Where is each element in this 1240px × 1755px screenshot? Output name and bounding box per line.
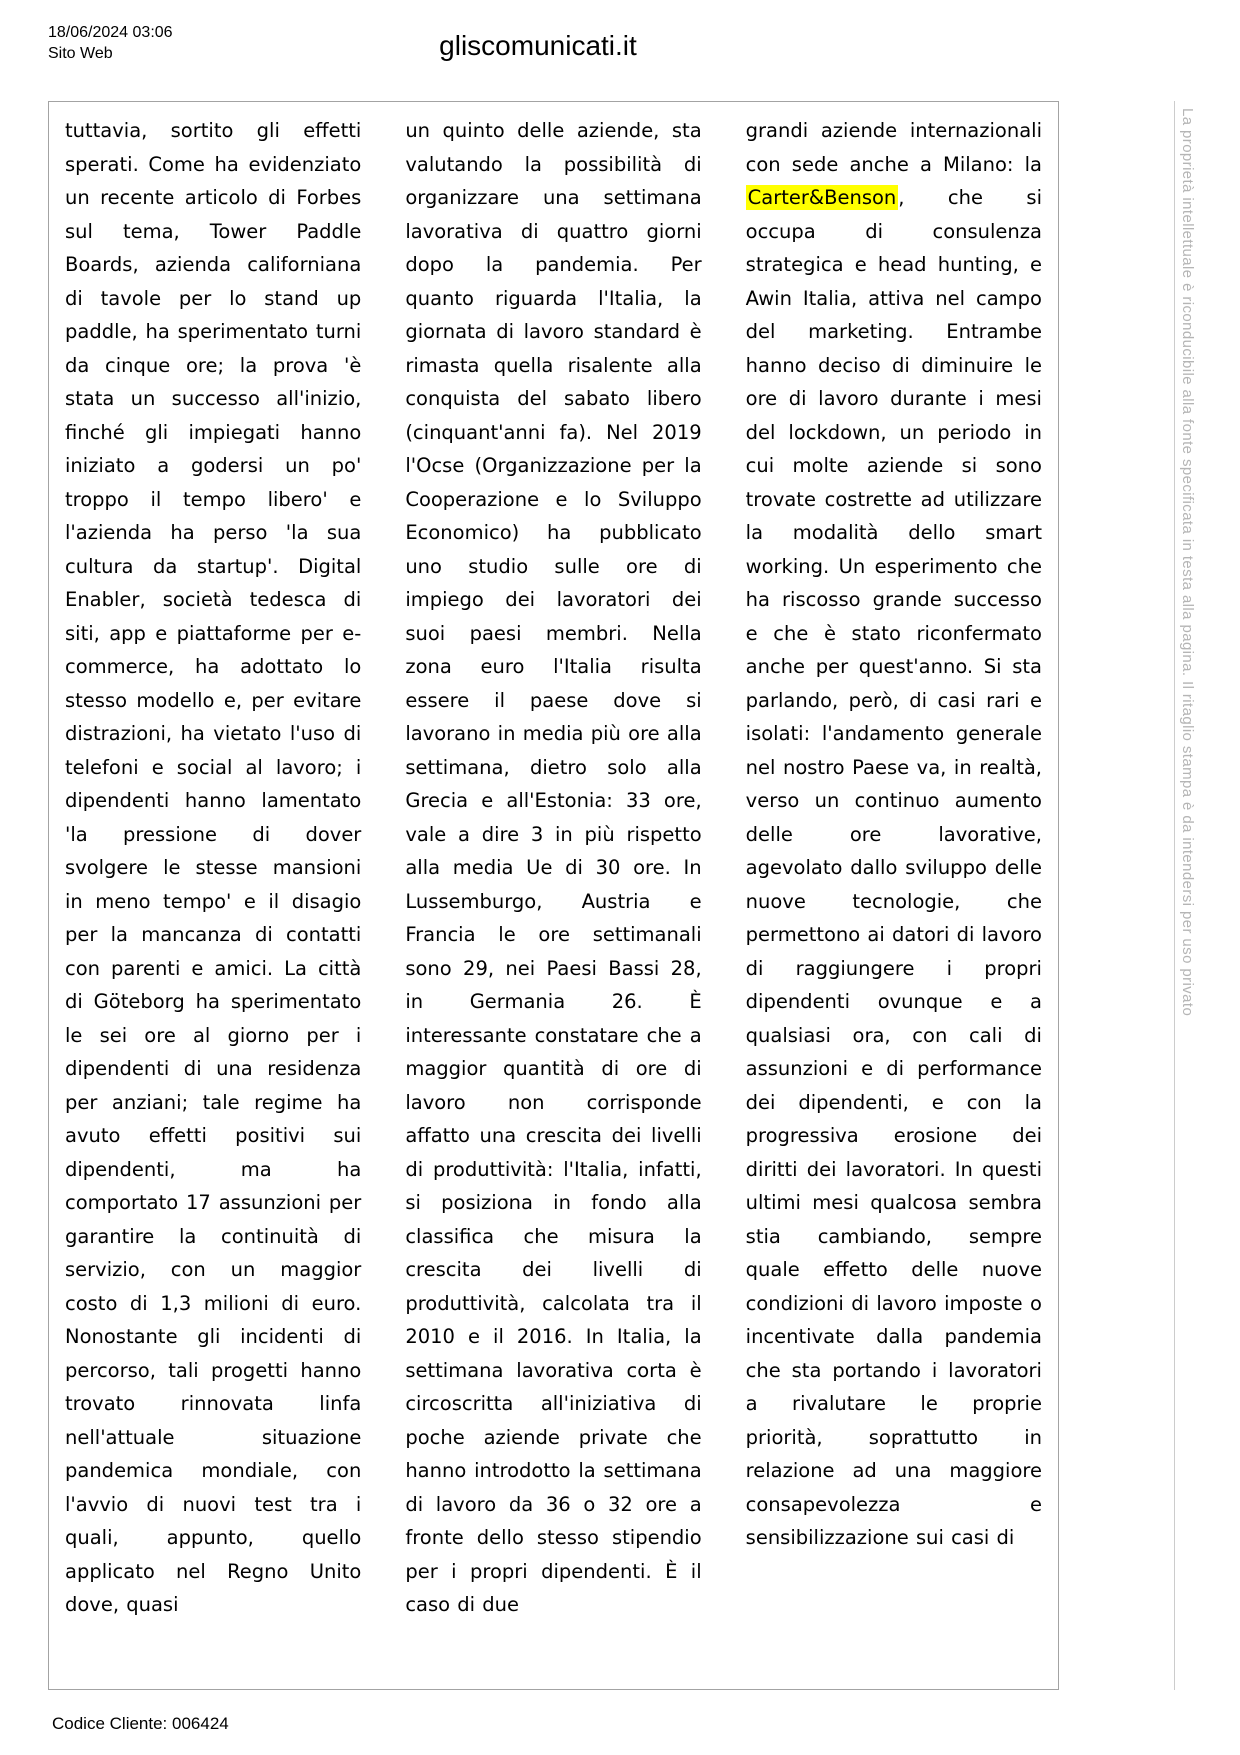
sidebar-note-divider (1174, 101, 1175, 1690)
article-column-3 (746, 114, 1042, 1689)
copyright-sidebar-note: La proprietà intellettuale è riconducibile alla fonte specificata in testa alla pagina. Il ritaglio stampa è da intendersi per uso privato (1179, 108, 1196, 1017)
header-source-type: Sito Web (48, 45, 113, 62)
article-column-3-text-pre: grandi aziende internazionali con sede anche a Milano: la (745, 119, 1042, 176)
highlighted-company-name: Carter&Benson (747, 186, 897, 209)
article-column-3-text-post: , che si occupa di consulenza strategica e head hunting, e Awin Italia, attiva nel campo del marketing. Entrambe hanno deciso di diminuire le ore di lavoro durante i mesi del lockdown, un periodo in cui molte aziende si sono trovate costrette ad utilizzare la modalità dello smart working. Un esperimento che ha riscosso grande successo e che è stato riconfermato anche per quest'anno. Si sta parlando, però, di casi rari e isolati: l'andamento generale nel nostro Paese va, in realtà, verso un continuo aumento delle ore lavorative, agevolato dallo sviluppo delle nuove tecnologie, che permettono ai datori di lavoro di raggiungere i propri dipendenti ovunque e a qualsiasi ora, con cali di assunzioni e di performance dei dipendenti, e con la progressiva erosione dei diritti dei lavoratori. In questi ultimi mesi qualcosa sembra stia cambiando, sempre quale effetto delle nuove condizioni di lavoro imposte o incentivate dalla pandemia che sta portando i lavoratori a rivalutare le proprie priorità, soprattutto in relazione ad una maggiore consapevolezza e sensibilizzazione sui casi di (745, 186, 1042, 1549)
article-column-1 (65, 114, 361, 1689)
article-body-box (48, 101, 1059, 1690)
article-column-1-text: tuttavia, sortito gli effetti sperati. Come ha evidenziato un recente articolo di Forbes sul tema, Tower Paddle Boards, azienda californiana di tavole per lo stand up paddle, ha sperimentato turni da cinque ore; la prova 'è stata un successo all'inizio, finché gli impiegati hanno iniziato a godersi un po' troppo il tempo libero' e l'azienda ha perso 'la sua cultura da startup'. Digital Enabler, società tedesca di siti, app e piattaforme per e-commerce, ha adottato lo stesso modello e, per evitare distrazioni, ha vietato l'uso di telefoni e social al lavoro; i dipendenti hanno lamentato 'la pressione di dover svolgere le stesse mansioni in meno tempo' e il disagio per la mancanza di contatti con parenti e amici. La città di Göteborg ha sperimentato le sei ore al giorno per i dipendenti di una residenza per anziani; tale regime ha avuto effetti positivi sui dipendenti, ma ha comportato 17 assunzioni per garantire la continuità di servizio, con un maggior costo di 1,3 milioni di euro. Nonostante gli incidenti di percorso, tali progetti hanno trovato rinnovata linfa nell'attuale situazione pandemica mondiale, con l'avvio di nuovi test tra i quali, appunto, quello applicato nel Regno Unito dove, quasi (65, 119, 362, 1616)
site-title: gliscomunicati.it (439, 30, 637, 61)
client-code: Codice Cliente: 006424 (52, 1714, 229, 1733)
header-datetime: 18/06/2024 03:06 (48, 24, 173, 41)
article-column-2 (405, 114, 701, 1689)
article-column-2-text: un quinto delle aziende, sta valutando la possibilità di organizzare una settimana lavorativa di quattro giorni dopo la pandemia. Per quanto riguarda l'Italia, la giornata di lavoro standard è rimasta quella risalente alla conquista del sabato libero (cinquant'anni fa). Nel 2019 l'Ocse (Organizzazione per la Cooperazione e lo Sviluppo Economico) ha pubblicato uno studio sulle ore di impiego dei lavoratori dei suoi paesi membri. Nella zona euro l'Italia risulta essere il paese dove si lavorano in media più ore alla settimana, dietro solo alla Grecia e all'Estonia: 33 ore, vale a dire 3 in più rispetto alla media Ue di 30 ore. In Lussemburgo, Austria e Francia le ore settimanali sono 29, nei Paesi Bassi 28, in Germania 26. È interessante constatare che a maggior quantità di ore di lavoro non corrisponde affatto una crescita dei livelli di produttività: l'Italia, infatti, si posiziona in fondo alla classifica che misura la crescita dei livelli di produttività, calcolata tra il 2010 e il 2016. In Italia, la settimana lavorativa corta è circoscritta all'iniziativa di poche aziende private che hanno introdotto la settimana di lavoro da 36 o 32 ore a fronte dello stesso stipendio per i propri dipendenti. È il caso di due (405, 119, 702, 1616)
